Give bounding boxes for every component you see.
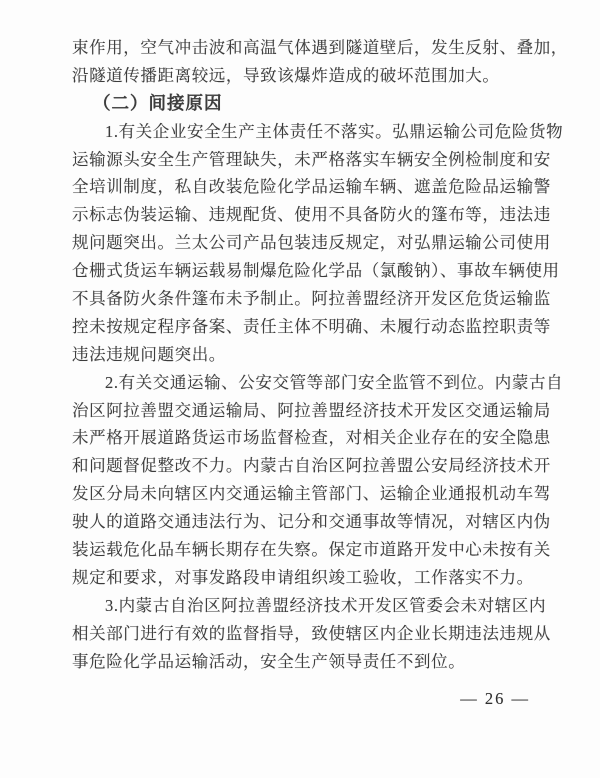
body-text-block [72, 34, 568, 675]
text-line: 未严格开展道路货运市场监督检查，对相关企业存在的安全隐患 [72, 428, 551, 448]
text-line: 仓栅式货运车辆运载易制爆危险化学品（氯酸钠）、事故车辆使用 [72, 261, 560, 281]
text-line: 驶人的道路交通违法行为、记分和交通事故等情况，对辖区内伪 [72, 512, 551, 532]
page-number: — 26 — [460, 689, 530, 708]
paragraph-3 [72, 592, 551, 676]
text-line: 发区分局未向辖区内交通运输主管部门、运输企业通报机动车驾 [72, 484, 551, 504]
text-line: 全培训制度，私自改装危险化学品运输车辆、遮盖危险品运输警 [72, 177, 551, 197]
text-line: 束作用，空气冲击波和高温气体遇到隧道壁后，发生反射、叠加， [72, 38, 568, 57]
text-line: 控未按规定程序备案、责任主体不明确、未履行动态监控职责等 [72, 316, 551, 336]
text-line: 运输源头安全生产管理缺失，未严格落实车辆安全例检制度和安 [72, 149, 551, 169]
text-line: 事危险化学品运输活动，安全生产领导责任不到位。 [72, 651, 466, 671]
text-line: 1.有关企业安全生产主体责任不落实。弘鼎运输公司危险货物 [105, 121, 564, 141]
text-line: 规问题突出。兰太公司产品包装违反规定，对弘鼎运输公司使用 [72, 233, 551, 253]
text-line: 不具备防火条件篷布未予制止。阿拉善盟经济开发区危货运输监 [72, 289, 551, 309]
section-heading-text: （二）间接原因 [93, 92, 223, 113]
text-line: 3.内蒙古自治区阿拉善盟经济技术开发区管委会未对辖区内 [105, 595, 547, 615]
text-line: 规定和要求，对事发路段申请组织竣工验收，工作落实不力。 [72, 567, 534, 587]
text-line: 2.有关交通运输、公安交管等部门安全监管不到位。内蒙古自 [105, 372, 564, 392]
text-line: 沿隧道传播距离较远，导致该爆炸造成的破坏范围加大。 [72, 65, 500, 85]
text-line: 相关部门进行有效的监督指导，致使辖区内企业长期违法违规从 [72, 623, 551, 643]
text-line: 违法违规问题突出。 [72, 344, 226, 364]
paragraph-continuation [72, 34, 568, 90]
text-line: 和问题督促整改不力。内蒙古自治区阿拉善盟公安局经济技术开 [72, 456, 551, 476]
text-line: 装运载危化品车辆长期存在失察。保定市道路开发中心未按有关 [72, 540, 551, 560]
text-line: 示标志伪装运输、违规配货、使用不具备防火的篷布等，违法违 [72, 205, 551, 225]
paragraph-1 [72, 118, 564, 369]
paragraph-2 [72, 369, 564, 592]
text-line: 治区阿拉善盟交通运输局、阿拉善盟经济技术开发区交通运输局 [72, 400, 551, 420]
section-heading [72, 90, 540, 118]
